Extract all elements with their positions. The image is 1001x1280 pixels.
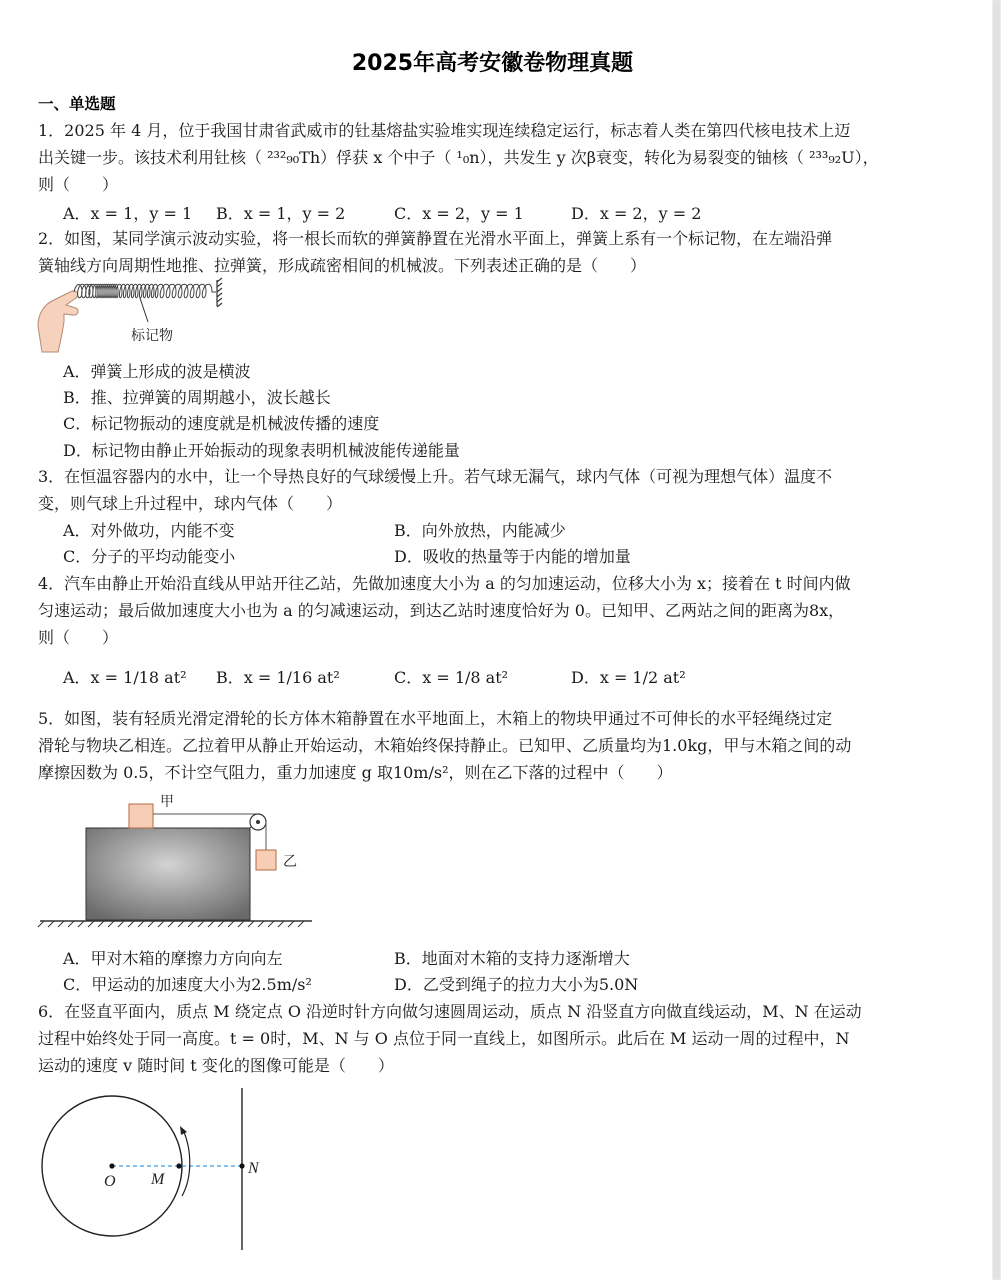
q4-line: 则（ ） <box>38 628 119 647</box>
q1-option-d[interactable]: D．x = 2，y = 2 <box>571 204 702 223</box>
q5-option-a[interactable]: A．甲对木箱的摩擦力方向向左 <box>63 949 283 968</box>
q2-line: 2．如图，某同学演示波动实验，将一根长而软的弹簧静置在光滑水平面上，弹簧上系有一个标记物，在左端沿弹 <box>38 229 833 248</box>
q5-option-c[interactable]: C．甲运动的加速度大小为2.5m/s² <box>63 975 312 994</box>
q6-line: 6．在竖直平面内，质点 M 绕定点 O 沿逆时针方向做匀速圆周运动，质点 N 沿竖直方向做直线运动，M、N 在运动 <box>38 1002 862 1021</box>
box-pulley-figure <box>38 790 318 930</box>
hand-icon <box>38 291 78 352</box>
q4-option-c[interactable]: C．x = 1/8 at² <box>394 668 509 687</box>
label-M: M <box>151 1171 165 1188</box>
q2-option-a[interactable]: A．弹簧上形成的波是横波 <box>63 362 251 381</box>
q1-option-b[interactable]: B．x = 1，y = 2 <box>216 204 346 223</box>
q3-option-d[interactable]: D．吸收的热量等于内能的增加量 <box>394 547 631 566</box>
spring <box>74 284 216 298</box>
q2-option-c[interactable]: C．标记物振动的速度就是机械波传播的速度 <box>63 414 380 433</box>
label-O: O <box>104 1173 116 1190</box>
point-O <box>109 1163 114 1168</box>
q1-option-c[interactable]: C．x = 2，y = 1 <box>394 204 524 223</box>
page-title: 2025年高考安徽卷物理真题 <box>351 51 634 76</box>
marker-pointer <box>140 298 148 322</box>
q2-line: 簧轴线方向周期性地推、拉弹簧，形成疏密相间的机械波。下列表述正确的是（ ） <box>38 256 647 275</box>
label-yi: 乙 <box>283 854 297 870</box>
q1-line: 出关键一步。该技术利用钍核（ ²³²₉₀Th）俘获 x 个中子（ ¹₀n），共发生 y 次β衰变，转化为易裂变的铀核（ ²³³₉₂U）， <box>38 148 879 167</box>
circular-motion-figure <box>36 1086 266 1252</box>
marker-label: 标记物 <box>131 328 173 344</box>
point-N <box>239 1163 244 1168</box>
q3-option-c[interactable]: C．分子的平均动能变小 <box>63 547 236 566</box>
label-jia: 甲 <box>160 794 174 810</box>
q3-option-a[interactable]: A．对外做功，内能不变 <box>63 521 235 540</box>
q5-line: 摩擦因数为 0.5，不计空气阻力，重力加速度 g 取10m/s²，则在乙下落的过程中（ ） <box>38 763 673 782</box>
counterclockwise-arrow-icon <box>182 1132 190 1196</box>
q2-option-b[interactable]: B．推、拉弹簧的周期越小，波长越长 <box>63 388 331 407</box>
ground-hatching <box>38 921 304 927</box>
block-jia <box>129 804 153 828</box>
label-N: N <box>248 1160 259 1177</box>
scrollbar-thumb[interactable] <box>993 0 1000 1280</box>
q5-line: 滑轮与物块乙相连。乙拉着甲从静止开始运动，木箱始终保持静止。已知甲、乙质量均为1.0kg，甲与木箱之间的动 <box>38 736 852 755</box>
point-M <box>176 1163 181 1168</box>
section-heading: 一、单选题 <box>38 95 116 113</box>
q1-line: 1．2025 年 4 月，位于我国甘肃省武威市的钍基熔盐实验堆实现连续稳定运行，标志着人类在第四代核电技术上迈 <box>38 121 851 140</box>
q4-option-a[interactable]: A．x = 1/18 at² <box>63 668 187 687</box>
block-yi <box>256 850 276 870</box>
q5-option-b[interactable]: B．地面对木箱的支持力逐渐增大 <box>394 949 630 968</box>
q6-line: 运动的速度 v 随时间 t 变化的图像可能是（ ） <box>38 1056 394 1075</box>
q6-line: 过程中始终处于同一高度。t = 0时，M、N 与 O 点位于同一直线上，如图所示。此后在 M 运动一周的过程中，N <box>38 1029 850 1048</box>
q5-option-d[interactable]: D．乙受到绳子的拉力大小为5.0N <box>394 975 639 994</box>
q1-option-a[interactable]: A．x = 1，y = 1 <box>63 204 193 223</box>
q4-option-b[interactable]: B．x = 1/16 at² <box>216 668 340 687</box>
q4-line: 匀速运动；最后做加速度大小也为 a 的匀减速运动，到达乙站时速度恰好为 0。已知甲、乙两站之间的距离为8x， <box>38 601 845 620</box>
q3-option-b[interactable]: B．向外放热，内能减少 <box>394 521 566 540</box>
q3-line: 变，则气球上升过程中，球内气体（ ） <box>38 494 343 513</box>
q3-line: 3．在恒温容器内的水中，让一个导热良好的气球缓慢上升。若气球无漏气，球内气体（可视为理想气体）温度不 <box>38 467 833 486</box>
q4-line: 4．汽车由静止开始沿直线从甲站开往乙站，先做加速度大小为 a 的匀加速运动，位移大小为 x；接着在 t 时间内做 <box>38 574 851 593</box>
wall <box>217 278 222 307</box>
q2-option-d[interactable]: D．标记物由静止开始振动的现象表明机械波能传递能量 <box>63 441 460 460</box>
q1-line: 则（ ） <box>38 175 119 194</box>
scrollbar[interactable] <box>992 0 1001 1280</box>
q5-line: 5．如图，装有轻质光滑定滑轮的长方体木箱静置在水平地面上，木箱上的物块甲通过不可伸长的水平轻绳绕过定 <box>38 709 833 728</box>
q4-option-d[interactable]: D．x = 1/2 at² <box>571 668 686 687</box>
wooden-box <box>86 828 250 920</box>
